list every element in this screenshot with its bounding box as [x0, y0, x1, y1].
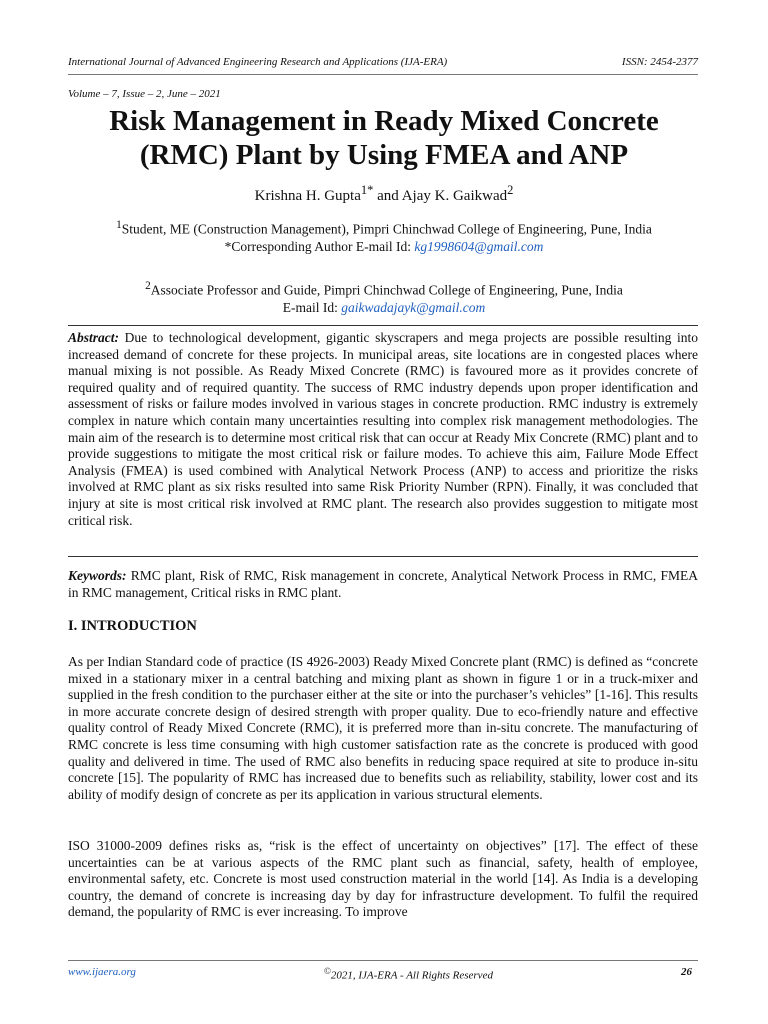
keywords — [68, 568, 698, 601]
page-footer — [68, 966, 692, 982]
page-number: 26 — [680, 966, 692, 978]
affiliation-1-text: Student, ME (Construction Management), Pimpri Chinchwad College of Engineering, Pune, India — [121, 221, 652, 237]
section-heading-introduction: I. INTRODUCTION — [68, 618, 197, 634]
affiliation-2-mark: 2 — [145, 280, 151, 292]
author-1-mark: 1* — [360, 183, 374, 197]
title-line-1: Risk Management in Ready Mixed Concrete — [109, 105, 659, 137]
author-2-email-label: E-mail Id: — [282, 299, 342, 315]
corresponding-email-link[interactable]: kg1998604@gmail.com — [414, 238, 544, 254]
affiliation-2 — [68, 278, 700, 316]
title-line-2: (RMC) Plant by Using FMEA and ANP — [139, 139, 629, 171]
intro-paragraph-1: As per Indian Standard code of practice (IS 4926-2003) Ready Mixed Concrete plant (RMC) is defined as “concrete mixed in a stationary mixer in a central batching and mixing plant as shown in figure 1 or in a truck-mixer and supplied in the fresh condition to the purchaser either at the site or into the purchaser’s vehicles” [1-16]. This results in more accurate concrete design of desired strength with proper quality. Due to eco-friendly nature and effective quality control of Ready Mixed Concrete (RMC), it is preferred more than in-situ concrete. The manufacturing of RMC concrete is less time consuming with high customer satisfaction rate as the concrete is produced with good quality and delivered in time. The used of RMC also benefits in reducing space required at site to produce in-situ concrete [15]. The popularity of RMC has increased due to benefits such as reliability, stability, lower cost and its ability of modify design of concrete as per its application in various structural elements. — [68, 654, 698, 802]
abstract-text: Due to technological development, gigantic skyscrapers and mega projects are possible resulting into increased demand of concrete for these projects. In municipal areas, site locations are in congested places where manual mixing is not possible. As Ready Mixed Concrete (RMC) is favoured more as it provides concrete of required quality and of required quantity. The success of RMC industry depends upon proper identification and assessment of risks or failure modes involved in various stages in concrete production. RMC industry is extremely complex in nature which contain many uncertainties resulting into complex risk management methodologies. The main aim of the research is to determine most critical risk that can occur at Ready Mix Concrete (RMC) plant and to provide suggestions to mitigate the most critical risk or failure modes. To achieve this aim, Failure Mode Effect Analysis (FMEA) is used combined with Analytical Network Process (ANP) to access and prioritize the risks involved at RMC plant as six risks resulted into same Risk Priority Number (RPN). Finally, it was concluded that injury at site is most critical risk involved at RMC plant. The research also provides suggestion to mitigate most critical risk. — [68, 330, 698, 528]
corresponding-email-label: *Corresponding Author E-mail Id: — [224, 238, 415, 254]
abstract-bottom-rule — [68, 556, 698, 557]
author-2-mark: 2 — [507, 183, 514, 197]
abstract — [68, 330, 698, 529]
keywords-label: Keywords: — [68, 568, 127, 583]
affiliation-2-text: Associate Professor and Guide, Pimpri Chinchwad College of Engineering, Pune, India — [150, 282, 623, 298]
affiliation-1 — [68, 217, 700, 255]
journal-website-link[interactable]: www.ijaera.org — [68, 966, 136, 978]
abstract-top-rule — [68, 325, 698, 326]
author-line — [68, 183, 700, 205]
copyright-symbol: © — [323, 966, 331, 976]
copyright — [324, 966, 493, 982]
footer-divider — [68, 960, 698, 961]
author-2-email-link[interactable]: gaikwadajayk@gmail.com — [341, 299, 486, 315]
author-1: Krishna H. Gupta — [254, 188, 361, 204]
author-conjunction: and — [373, 188, 402, 204]
issn: ISSN: 2454-2377 — [621, 56, 698, 68]
header-divider — [68, 74, 698, 75]
intro-paragraph-2: ISO 31000-2009 defines risks as, “risk is the effect of uncertainty on objectives” [17]. The effect of these uncertainties can be at various aspects of the RMC plant such as financial, safety, health of employee, environmental safety, etc. Concrete is most used construction material in the world [14]. As India is a developing country, the demand of concrete is increasing day by day for infrastructure development. To fulfil the required demand, the popularity of RMC is ever increasing. To improve — [68, 838, 698, 920]
keywords-text: RMC plant, Risk of RMC, Risk management in concrete, Analytical Network Process in RMC, FMEA in RMC management, Critical risks in RMC plant. — [68, 568, 698, 600]
affiliation-1-mark: 1 — [116, 219, 122, 231]
volume-info: Volume – 7, Issue – 2, June – 2021 — [68, 88, 221, 100]
author-2: Ajay K. Gaikwad — [401, 188, 508, 204]
paper-title — [68, 104, 700, 172]
journal-name: International Journal of Advanced Engineering Research and Applications (IJA-ERA) — [68, 56, 448, 68]
running-header — [68, 56, 698, 68]
abstract-label: Abstract: — [68, 330, 120, 345]
copyright-text: 2021, IJA-ERA - All Rights Reserved — [330, 969, 493, 982]
